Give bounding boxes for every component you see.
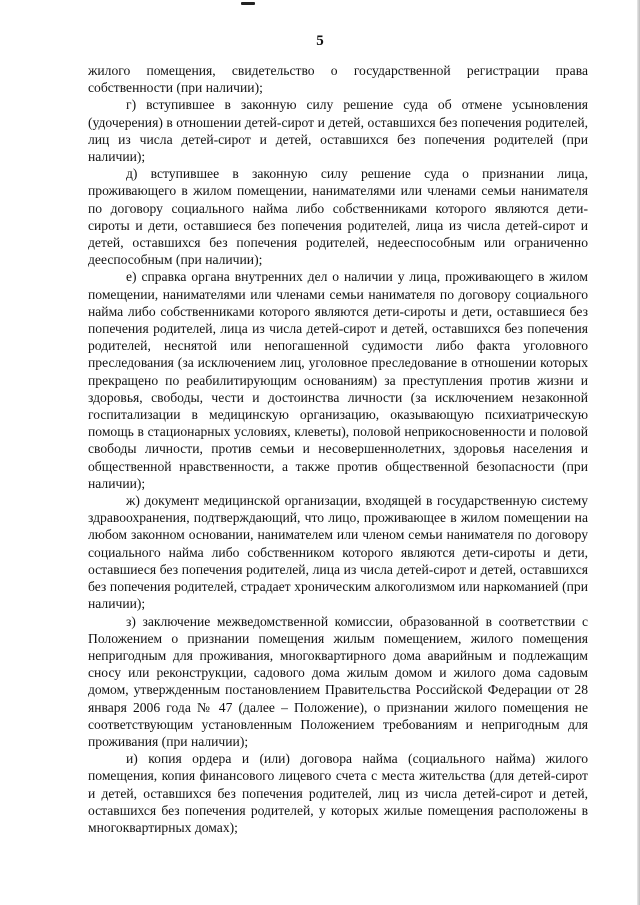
page-number: 5 — [316, 33, 324, 49]
paragraph-item-e: е) справка органа внутренних дел о наличии у лица, проживающего в жилом помещении, нанимателями или членами семьи нанимателя по договору социального найма либо собственниками которого являются дети-сироты и дети, оставшиеся без попечения родителей, лица из числа детей-сирот и детей, оставшихся без попечения родителей, неснятой или непогашенной судимости либо факта уголовного преследования (за исключением лиц, уголовное преследование в отношении которых прекращено по реабилитирующим основаниям) за преступления против жизни и здоровья, свободы, чести и достоинства личности (за исключением незаконной госпитализации в медицинскую организацию, оказывающую психиатрическую помощь в стационарных условиях, клеветы), половой неприкосновенности и половой свободы личности, против семьи и несовершеннолетних, здоровья населения и общественной нравственности, а также против общественной безопасности (при наличии); — [88, 269, 588, 491]
paragraph-item-i: и) копия ордера и (или) договора найма (социального найма) жилого помещения, копия финансового лицевого счета с места жительства (для детей-сирот и детей, оставшихся без попечения родителей, лиц из числа детей-сирот и детей, оставшихся без попечения родителей, у которых жилые помещения расположены в многоквартирных домах); — [88, 751, 588, 835]
scan-artifact-mark — [241, 2, 255, 5]
paragraph-item-zh: ж) документ медицинской организации, входящей в государственную систему здравоохранения, подтверждающий, что лицо, проживающее в жилом помещении на любом законном основании, нанимателем или членом семьи нанимателя по договору социального найма либо собственником которого являются дети-сироты и дети, оставшиеся без попечения родителей, лица из числа детей-сирот и детей, оставшихся без попечения родителей, страдает хроническим алкоголизмом или наркоманией (при наличии); — [88, 493, 588, 612]
paragraph-item-z: з) заключение межведомственной комиссии, образованной в соответствии с Положением о признании помещения жилым помещением, жилого помещения непригодным для проживания, многоквартирного дома аварийным и подлежащим сносу или реконструкции, садового дома жилым домом и жилого дома садовым домом, утвержденным постановлением Правительства Российской Федерации от 28 января 2006 года № 47 (далее – Положение), о признании жилого помещения не соответствующим установленным Положением требованиям и непригодным для проживания (при наличии); — [88, 613, 588, 749]
paragraph-item-d: д) вступившее в законную силу решение суда о признании лица, проживающего в жилом помещении, нанимателями или членами семьи нанимателя по договору социального найма либо собственниками которого являются дети-сироты и дети, оставшиеся без попечения родителей, лица из числа детей-сирот и детей, оставшихся без попечения родителей, недееспособным или ограниченно дееспособным (при наличии); — [88, 166, 588, 268]
paragraph-continuation: жилого помещения, свидетельство о государственной регистрации права собственности (при наличии); — [88, 63, 588, 96]
document-body — [88, 62, 588, 836]
paragraph-item-g: г) вступившее в законную силу решение суда об отмене усыновления (удочерения) в отношении детей-сирот и детей, оставшихся без попечения родителей, лиц из числа детей-сирот и детей, оставшихся без попечения родителей (при наличии); — [88, 97, 588, 165]
